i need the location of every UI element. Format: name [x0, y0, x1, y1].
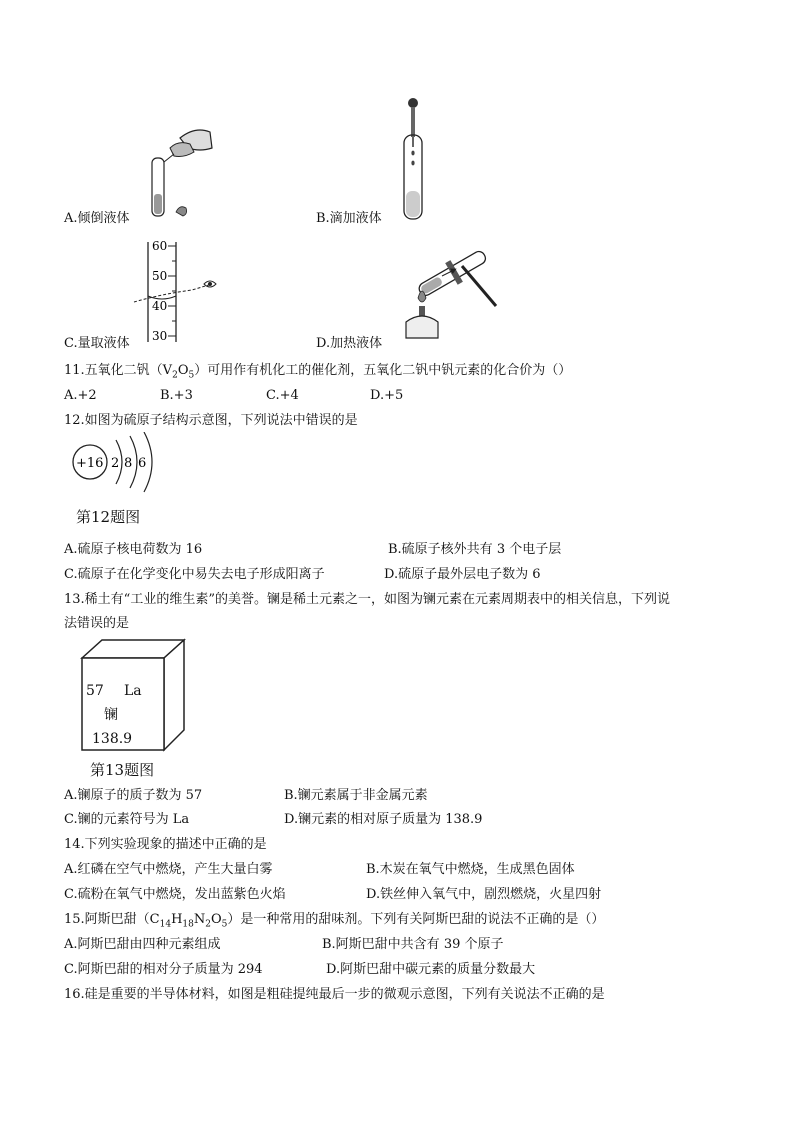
- q11-option-d: D.+5: [370, 388, 404, 403]
- q12-stem: 12.如图为硫原子结构示意图，下列说法中错误的是: [64, 413, 358, 428]
- q14-option-c: C.硫粉在氧气中燃烧，发出蓝紫色火焰: [64, 887, 286, 902]
- shell-1: 2: [111, 456, 120, 471]
- q13-caption: 第13题图: [90, 761, 155, 779]
- tick-30: 30: [152, 329, 168, 343]
- eye-icon: [208, 282, 212, 286]
- q14-option-a: A.红磷在空气中燃烧，产生大量白雾: [64, 862, 273, 877]
- q16-stem: 16.硅是重要的半导体材料，如图是粗硅提纯最后一步的微观示意图，下列有关说法不正确的是: [64, 987, 605, 1002]
- sulfur-atom-diagram: [68, 432, 178, 502]
- element-number: 57: [86, 683, 104, 699]
- q13-option-b: B.镧元素属于非金属元素: [284, 788, 428, 803]
- element-name: 镧: [104, 707, 118, 723]
- q10-option-c: C.量取液体: [64, 336, 130, 351]
- shell-3: 6: [138, 456, 147, 471]
- q13-stem-line1: 13.稀土有“工业的维生素”的美誉。镧是稀土元素之一，如图为镧元素在元素周期表中的相关信息，下列说: [64, 592, 670, 607]
- element-mass: 138.9: [92, 731, 133, 747]
- q10-option-a: A.倾倒液体: [64, 211, 130, 226]
- q13-option-c: C.镧的元素符号为 La: [64, 812, 190, 827]
- q12-option-d: D.硫原子最外层电子数为 6: [384, 567, 541, 582]
- q12-option-a: A.硫原子核电荷数为 16: [64, 542, 203, 557]
- q15-option-d: D.阿斯巴甜中碳元素的质量分数最大: [326, 962, 536, 977]
- nucleus-label: +16: [76, 456, 104, 471]
- pouring-liquid-figure: [140, 118, 220, 218]
- q10-option-b: B.滴加液体: [316, 211, 382, 226]
- q15-stem: 15.阿斯巴甜$(C_{14}H_{18}N_2O_5)$是一种常用的甜味剂。下列有关阿斯巴甜的说法不正确的是（）: [64, 912, 605, 930]
- q13-stem-line2: 法错误的是: [64, 616, 130, 631]
- tick-60: 60: [152, 239, 168, 253]
- q11-option-b: B.+3: [160, 388, 193, 403]
- q11-option-a: A.+2: [64, 388, 97, 403]
- q15-option-c: C.阿斯巴甜的相对分子质量为 294: [64, 962, 263, 977]
- dropping-liquid-figure: [395, 95, 435, 223]
- element-symbol: La: [124, 683, 142, 699]
- q12-caption: 第12题图: [76, 508, 141, 526]
- q10-option-d: D.加热液体: [316, 336, 383, 351]
- tick-50: 50: [152, 269, 168, 283]
- q13-option-a: A.镧原子的质子数为 57: [64, 788, 203, 803]
- q15-option-b: B.阿斯巴甜中共含有 39 个原子: [322, 937, 504, 952]
- q11-option-c: C.+4: [266, 388, 299, 403]
- q14-option-d: D.铁丝伸入氧气中，剧烈燃烧，火星四射: [366, 887, 602, 902]
- q14-stem: 14.下列实验现象的描述中正确的是: [64, 837, 267, 852]
- q15-option-a: A.阿斯巴甜由四种元素组成: [64, 937, 221, 952]
- shell-2: 8: [124, 456, 133, 471]
- tick-40: 40: [152, 299, 168, 313]
- heating-liquid-figure: [398, 240, 504, 344]
- q14-option-b: B.木炭在氧气中燃烧，生成黑色固体: [366, 862, 575, 877]
- q11-stem: 11.五氧化二钒$(V_2O_5)$可用作有机化工的催化剂，五氧化二钒中钒元素的化合价为（）: [64, 363, 572, 381]
- q12-option-c: C.硫原子在化学变化中易失去电子形成阳离子: [64, 567, 325, 582]
- measuring-cylinder-figure: [132, 238, 224, 344]
- q13-option-d: D.镧元素的相对原子质量为 138.9: [284, 812, 483, 827]
- q12-option-b: B.硫原子核外共有 3 个电子层: [388, 542, 562, 557]
